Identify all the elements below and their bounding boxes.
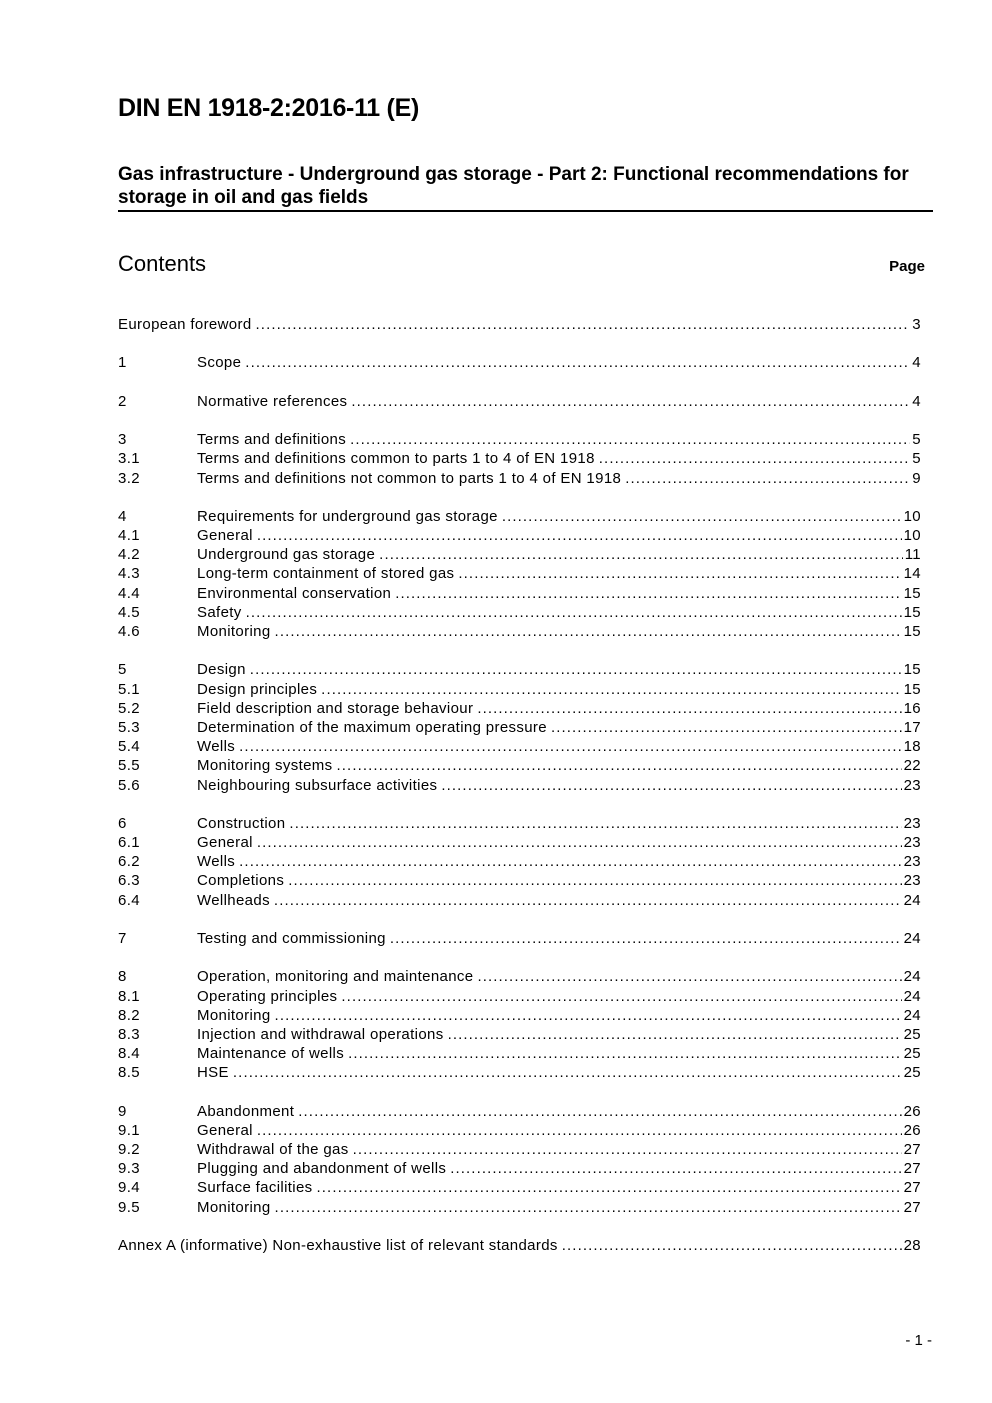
- toc-entry-title: Operation, monitoring and maintenance: [197, 968, 474, 986]
- toc-entry-number: 9.5: [118, 1198, 140, 1216]
- toc-entry-title: Environmental conservation: [197, 584, 392, 602]
- toc-entry-number: 6.2: [118, 853, 140, 871]
- dot-leader: [246, 603, 902, 622]
- toc-entry-number: 4.4: [118, 584, 140, 602]
- toc-entry-title: Operating principles: [197, 987, 338, 1005]
- toc-entry-number: 7: [118, 930, 127, 947]
- toc-entry-page: 23: [903, 776, 921, 794]
- toc-entry[interactable]: [118, 967, 921, 986]
- toc-entry[interactable]: [118, 392, 921, 411]
- dot-leader: [233, 1063, 902, 1082]
- dot-leader: [502, 507, 902, 526]
- toc-entry-title: Injection and withdrawal operations: [197, 1025, 444, 1043]
- dot-leader: [257, 526, 902, 545]
- toc-entry[interactable]: [118, 756, 921, 775]
- toc-entry-title: Monitoring systems: [197, 757, 333, 775]
- toc-entry-title: Annex A (informative) Non-exhaustive list of relevant standards: [118, 1237, 558, 1254]
- footer-page-number: - 1 -: [905, 1332, 932, 1349]
- toc-group: [118, 507, 921, 641]
- toc-entry-number: 4.1: [118, 527, 140, 545]
- toc-entry[interactable]: [118, 430, 921, 449]
- toc-entry-number: 9.3: [118, 1160, 140, 1178]
- document-title: Gas infrastructure - Underground gas storage - Part 2: Functional recommendations for storage in oil and gas fields: [118, 164, 909, 208]
- toc-entry-title: Monitoring: [197, 623, 271, 640]
- toc-entry-number: 1: [118, 354, 127, 372]
- toc-entry[interactable]: [118, 449, 921, 468]
- dot-leader: [551, 718, 902, 737]
- toc-entry[interactable]: [118, 891, 921, 910]
- dot-leader: [239, 737, 901, 756]
- toc-entry[interactable]: [118, 814, 921, 833]
- toc-entry-page: 10: [903, 507, 921, 525]
- dot-leader: [317, 1178, 902, 1197]
- toc-entry[interactable]: [118, 1198, 921, 1217]
- dot-leader: [390, 929, 902, 948]
- toc-entry[interactable]: [118, 1159, 921, 1178]
- toc-entry-page: 26: [903, 1121, 921, 1139]
- toc-entry-number: 6.1: [118, 834, 140, 852]
- toc-entry-page: 5: [912, 450, 921, 468]
- toc-entry[interactable]: [118, 564, 921, 583]
- toc-entry[interactable]: [118, 1140, 921, 1159]
- toc-entry-number: 4.3: [118, 565, 140, 583]
- toc-entry[interactable]: [118, 507, 921, 526]
- toc-entry-number: 3.2: [118, 469, 140, 487]
- toc-entry-number: 8.5: [118, 1064, 140, 1082]
- toc-entry-number: 4.6: [118, 623, 140, 640]
- toc-entry[interactable]: [118, 603, 921, 622]
- dot-leader: [458, 564, 901, 583]
- dot-leader: [353, 1140, 902, 1159]
- dot-leader: [337, 756, 902, 775]
- toc-entry-page: 22: [903, 757, 921, 775]
- toc-entry-title: Wells: [197, 738, 236, 756]
- toc-entry-page: 23: [903, 853, 921, 871]
- toc-entry-title: Terms and definitions common to parts 1 to 4 of EN 1918: [197, 450, 595, 468]
- toc-group: [118, 929, 921, 948]
- toc-entry-page: 26: [903, 1102, 921, 1120]
- toc-entry[interactable]: [118, 871, 921, 890]
- toc-entry-page: 28: [903, 1237, 921, 1254]
- toc-entry-title: General: [197, 834, 253, 852]
- toc-entry-title: Determination of the maximum operating pressure: [197, 718, 547, 736]
- toc-entry-number: 6.4: [118, 891, 140, 909]
- toc-entry[interactable]: [118, 1236, 921, 1255]
- toc-entry-number: 9: [118, 1102, 127, 1120]
- dot-leader: [257, 1121, 902, 1140]
- toc-entry-title: General: [197, 527, 253, 545]
- toc-entry-title: Field description and storage behaviour: [197, 699, 474, 717]
- toc-entry-page: 24: [903, 891, 921, 909]
- toc-entry-title: Completions: [197, 872, 285, 890]
- dot-leader: [275, 622, 902, 641]
- dot-leader: [341, 987, 901, 1006]
- toc-entry-number: 4: [118, 507, 127, 525]
- toc-entry[interactable]: [118, 1178, 921, 1197]
- toc-entry-title: Monitoring: [197, 1006, 271, 1024]
- toc-entry-page: 23: [903, 814, 921, 832]
- dot-leader: [298, 1102, 901, 1121]
- toc-entry-title: Design: [197, 661, 246, 679]
- dot-leader: [477, 967, 901, 986]
- toc-entry-number: 6.3: [118, 872, 140, 890]
- toc-entry[interactable]: [118, 584, 921, 603]
- title-divider: [118, 210, 933, 212]
- toc-entry-title: Normative references: [197, 392, 348, 410]
- toc-entry[interactable]: [118, 776, 921, 795]
- toc-entry-title: Terms and definitions: [197, 431, 347, 449]
- toc-entry-title: Plugging and abandonment of wells: [197, 1160, 447, 1178]
- toc-entry-title: HSE: [197, 1064, 229, 1082]
- toc-entry-title: Wellheads: [197, 891, 270, 909]
- toc-entry-page: 9: [912, 469, 921, 487]
- toc-entry-title: Long-term containment of stored gas: [197, 565, 455, 583]
- dot-leader: [450, 1159, 901, 1178]
- toc-entry-page: 5: [912, 431, 921, 449]
- toc-entry-number: 6: [118, 814, 127, 832]
- toc-entry-page: 14: [903, 565, 921, 583]
- toc-entry-page: 25: [903, 1025, 921, 1043]
- toc-group: [118, 967, 921, 1082]
- toc-entry-number: 5.3: [118, 718, 140, 736]
- toc-entry-page: 25: [903, 1045, 921, 1063]
- dot-leader: [477, 699, 901, 718]
- toc-entry[interactable]: [118, 1102, 921, 1121]
- dot-leader: [321, 680, 901, 699]
- dot-leader: [274, 891, 902, 910]
- dot-leader: [289, 814, 901, 833]
- toc-entry-number: 4.2: [118, 546, 140, 564]
- toc-group: [118, 1102, 921, 1217]
- toc-entry[interactable]: [118, 852, 921, 871]
- toc-entry-number: 5: [118, 661, 127, 679]
- toc-entry-page: 17: [903, 718, 921, 736]
- toc-entry[interactable]: [118, 1063, 921, 1082]
- toc-entry-page: 27: [903, 1198, 921, 1216]
- toc-entry[interactable]: [118, 1025, 921, 1044]
- toc-entry-number: 8.2: [118, 1006, 140, 1024]
- toc-entry-title: Maintenance of wells: [197, 1045, 345, 1063]
- toc-entry-page: 16: [903, 699, 921, 717]
- toc-entry-number: 5.5: [118, 757, 140, 775]
- toc-entry-number: 2: [118, 392, 127, 410]
- dot-leader: [351, 392, 910, 411]
- toc-entry-page: 15: [903, 623, 921, 640]
- toc-entry-page: 4: [912, 354, 921, 372]
- toc-entry[interactable]: [118, 622, 921, 641]
- toc-entry-page: 24: [903, 987, 921, 1005]
- toc-entry-title: Neighbouring subsurface activities: [197, 776, 438, 794]
- dot-leader: [275, 1198, 902, 1217]
- toc-entry-number: 3.1: [118, 450, 140, 468]
- dot-leader: [379, 545, 903, 564]
- table-of-contents: [118, 315, 921, 1274]
- toc-entry-page: 25: [903, 1064, 921, 1082]
- dot-leader: [562, 1236, 902, 1255]
- toc-entry[interactable]: [118, 987, 921, 1006]
- dot-leader: [256, 315, 911, 334]
- toc-entry[interactable]: [118, 737, 921, 756]
- toc-entry-page: 4: [912, 392, 921, 410]
- toc-entry-title: Requirements for underground gas storage: [197, 507, 498, 525]
- toc-group: [118, 392, 921, 411]
- toc-group: [118, 1236, 921, 1255]
- toc-entry-number: 9.1: [118, 1121, 140, 1139]
- toc-entry-number: 5.4: [118, 738, 140, 756]
- toc-entry-title: Scope: [197, 354, 242, 372]
- dot-leader: [288, 871, 901, 890]
- dot-leader: [395, 584, 901, 603]
- toc-entry-page: 10: [903, 527, 921, 545]
- toc-entry[interactable]: [118, 718, 921, 737]
- toc-entry-number: 5.2: [118, 699, 140, 717]
- toc-entry[interactable]: [118, 833, 921, 852]
- toc-entry-number: 5.1: [118, 680, 140, 698]
- toc-entry[interactable]: [118, 699, 921, 718]
- toc-entry-number: 8.3: [118, 1025, 140, 1043]
- toc-entry-title: Monitoring: [197, 1198, 271, 1216]
- dot-leader: [441, 776, 901, 795]
- toc-entry-title: Surface facilities: [197, 1179, 313, 1197]
- toc-entry[interactable]: [118, 929, 921, 948]
- dot-leader: [599, 449, 911, 468]
- toc-entry-number: 8.1: [118, 987, 140, 1005]
- toc-entry-title: Safety: [197, 603, 242, 621]
- toc-entry[interactable]: [118, 469, 921, 488]
- toc-entry-page: 23: [903, 834, 921, 852]
- toc-entry-title: Construction: [197, 814, 286, 832]
- toc-entry-page: 15: [903, 584, 921, 602]
- page-column-heading: Page: [889, 258, 925, 275]
- toc-entry-page: 27: [903, 1141, 921, 1159]
- toc-entry[interactable]: [118, 1121, 921, 1140]
- dot-leader: [275, 1006, 902, 1025]
- dot-leader: [625, 469, 910, 488]
- dot-leader: [239, 852, 901, 871]
- dot-leader: [448, 1025, 902, 1044]
- toc-group: [118, 353, 921, 372]
- toc-entry-page: 27: [903, 1179, 921, 1197]
- toc-entry-number: 4.5: [118, 603, 140, 621]
- toc-entry-title: Withdrawal of the gas: [197, 1141, 349, 1159]
- toc-entry-title: European foreword: [118, 316, 252, 333]
- dot-leader: [348, 1044, 902, 1063]
- toc-entry-page: 15: [903, 680, 921, 698]
- toc-group: [118, 814, 921, 910]
- toc-entry-number: 8.4: [118, 1045, 140, 1063]
- toc-group: [118, 660, 921, 794]
- toc-entry-title: Terms and definitions not common to parts 1 to 4 of EN 1918: [197, 469, 622, 487]
- dot-leader: [350, 430, 910, 449]
- toc-entry-title: Underground gas storage: [197, 546, 376, 564]
- toc-entry-page: 18: [903, 738, 921, 756]
- toc-entry-page: 3: [912, 316, 921, 333]
- toc-entry-page: 27: [903, 1160, 921, 1178]
- toc-entry-page: 11: [904, 546, 921, 564]
- toc-entry-page: 24: [903, 968, 921, 986]
- toc-entry-page: 24: [903, 930, 921, 947]
- toc-entry-number: 5.6: [118, 776, 140, 794]
- toc-entry-page: 24: [903, 1006, 921, 1024]
- toc-entry[interactable]: [118, 526, 921, 545]
- toc-entry[interactable]: [118, 353, 921, 372]
- toc-entry[interactable]: [118, 660, 921, 679]
- toc-entry[interactable]: [118, 680, 921, 699]
- toc-group: [118, 315, 921, 334]
- toc-entry-number: 8: [118, 968, 127, 986]
- toc-entry-number: 9.2: [118, 1141, 140, 1159]
- toc-entry-page: 15: [903, 603, 921, 621]
- toc-entry-number: 3: [118, 431, 127, 449]
- toc-entry-title: Design principles: [197, 680, 318, 698]
- toc-entry-page: 23: [903, 872, 921, 890]
- dot-leader: [245, 353, 910, 372]
- toc-entry[interactable]: [118, 315, 921, 334]
- toc-entry[interactable]: [118, 1044, 921, 1063]
- dot-leader: [257, 833, 902, 852]
- toc-entry-title: General: [197, 1121, 253, 1139]
- toc-entry[interactable]: [118, 545, 921, 564]
- document-id: DIN EN 1918-2:2016-11 (E): [118, 94, 419, 122]
- toc-entry-number: 9.4: [118, 1179, 140, 1197]
- toc-group: [118, 430, 921, 488]
- toc-entry-page: 15: [903, 661, 921, 679]
- dot-leader: [250, 660, 902, 679]
- toc-entry[interactable]: [118, 1006, 921, 1025]
- toc-entry-title: Wells: [197, 853, 236, 871]
- contents-heading: Contents: [118, 251, 207, 276]
- toc-entry-title: Abandonment: [197, 1102, 295, 1120]
- toc-entry-title: Testing and commissioning: [197, 930, 386, 947]
